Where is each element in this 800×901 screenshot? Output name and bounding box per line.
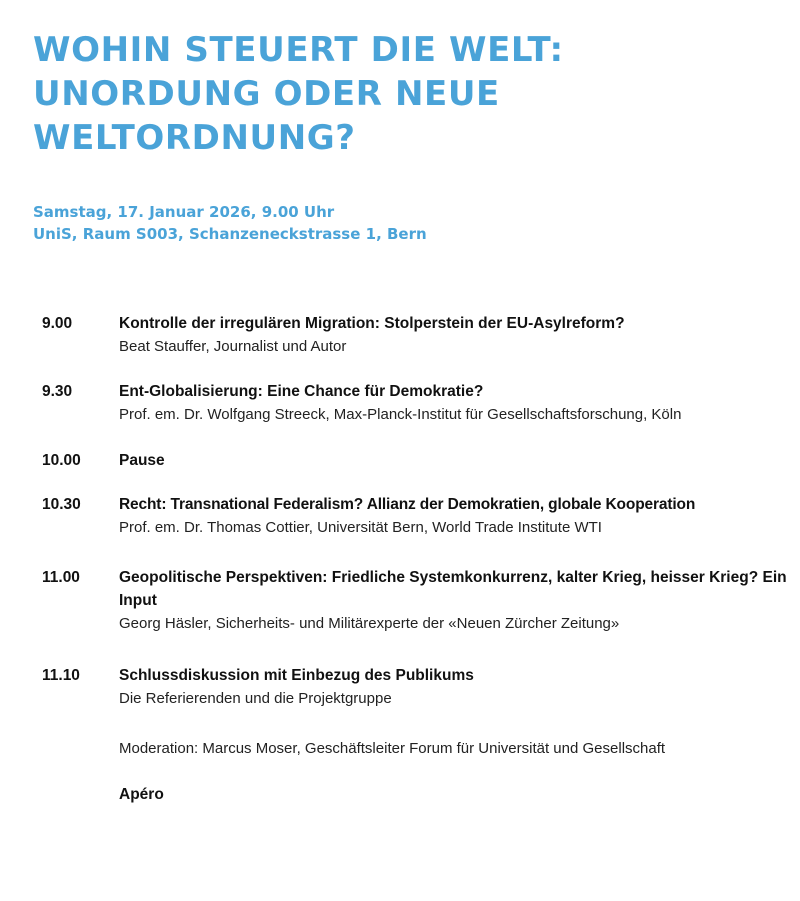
program-speaker: Beat Stauffer, Journalist und Autor — [119, 338, 347, 355]
title-line-1: WOHIN STEUERT DIE WELT: — [33, 30, 564, 70]
event-location: UniS, Raum S003, Schanzeneckstrasse 1, Bern — [33, 225, 427, 243]
program-title: Pause — [119, 452, 165, 469]
program-speaker: Prof. em. Dr. Wolfgang Streeck, Max-Planck-Institut für Gesellschaftsforschung, Köln — [119, 406, 682, 423]
program-time: 9.00 — [42, 315, 73, 332]
moderation-note: Moderation: Marcus Moser, Geschäftsleiter Forum für Universität und Gesellschaft — [119, 740, 666, 757]
program-speaker: Prof. em. Dr. Thomas Cottier, Universität Bern, World Trade Institute WTI — [119, 519, 602, 536]
program-time: 11.10 — [42, 667, 80, 684]
event-date: Samstag, 17. Januar 2026, 9.00 Uhr — [33, 203, 335, 221]
program-time: 10.00 — [42, 452, 81, 469]
program-title: Recht: Transnational Federalism? Allianz der Demokratien, globale Kooperation — [119, 496, 696, 513]
title-line-2: UNORDUNG ODER NEUE — [33, 74, 500, 114]
program-time: 9.30 — [42, 383, 73, 400]
program-time: 11.00 — [42, 569, 80, 586]
title-line-3: WELTORDNUNG? — [33, 118, 356, 158]
program-speaker: Die Referierenden und die Projektgruppe — [119, 690, 392, 707]
program-title: Kontrolle der irregulären Migration: Stolperstein der EU-Asylreform? — [119, 315, 625, 332]
program-time: 10.30 — [42, 496, 81, 513]
program-speaker: Georg Häsler, Sicherheits- und Militärexperte der «Neuen Zürcher Zeitung» — [119, 615, 620, 632]
page-title — [33, 28, 773, 160]
program-title: Ent-Globalisierung: Eine Chance für Demokratie? — [119, 383, 484, 400]
event-meta — [33, 201, 427, 245]
program-title: Schlussdiskussion mit Einbezug des Publikums — [119, 667, 474, 684]
program-title: Geopolitische Perspektiven: Friedliche Systemkonkurrenz, kalter Krieg, heisser Krieg? Ein Input — [119, 569, 787, 609]
closing-apero: Apéro — [119, 786, 164, 803]
